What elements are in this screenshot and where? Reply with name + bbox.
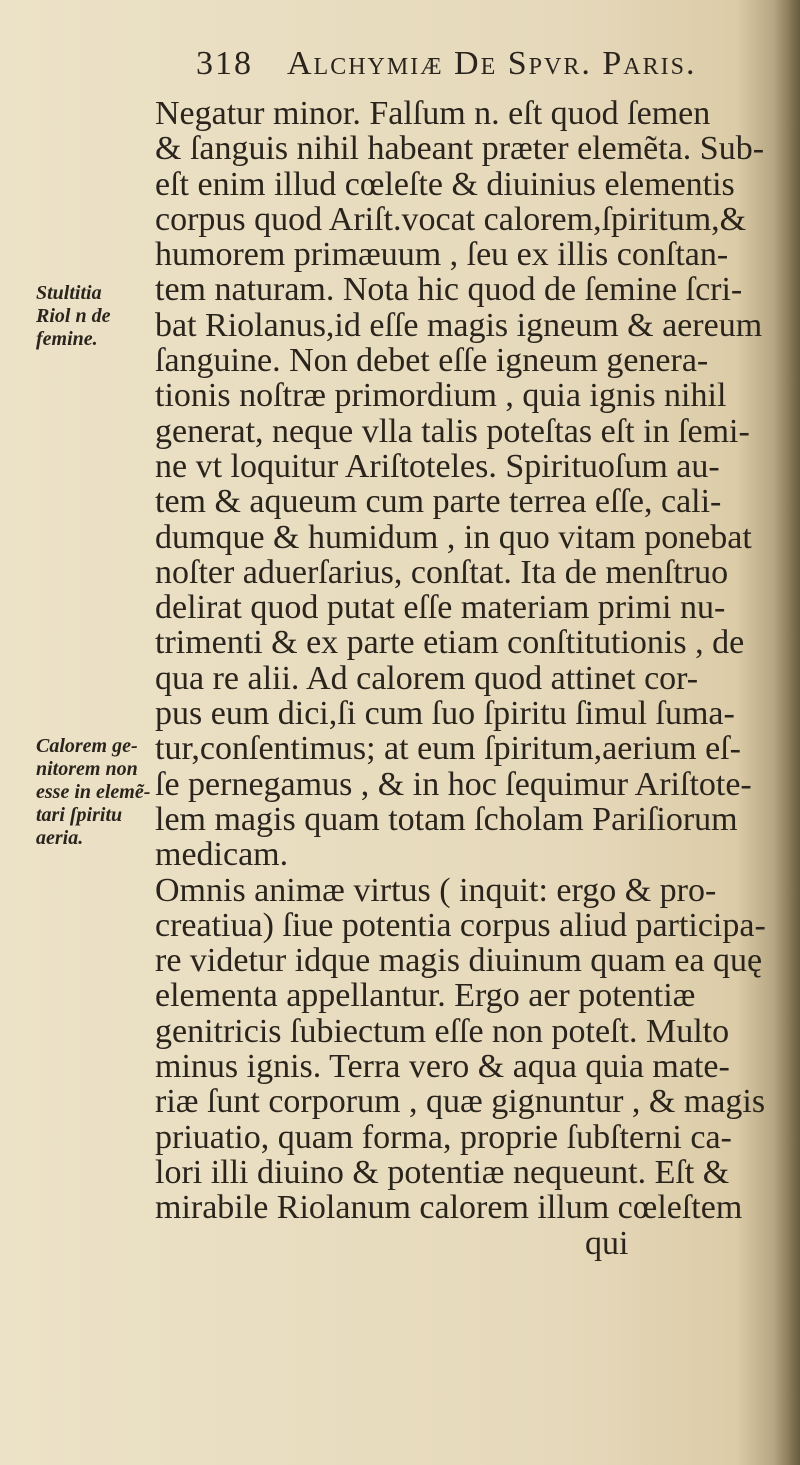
- text-line: medicam.: [155, 837, 289, 873]
- text-line: corpus quod Ariſt.vocat calorem,ſpiritum,&: [155, 201, 747, 238]
- margin-line: nitorem non: [36, 758, 138, 780]
- text-line: creatiua) ſiue potentia corpus aliud participa-: [155, 907, 766, 944]
- text-line: generat, neque vlla talis poteſtas eſt in ſemi-: [155, 413, 750, 449]
- text-line: Negatur minor. Falſum n. eſt quod ſemen: [155, 96, 711, 132]
- text-line: trimenti & ex parte etiam conſtitutionis , de: [155, 625, 745, 661]
- text-line: re videtur idque magis diuinum quam ea quę: [155, 943, 763, 979]
- text-line: tionis noſtræ primordium , quia ignis nihil: [155, 378, 727, 414]
- marginal-note-calorem: [36, 735, 150, 850]
- marginal-note-stultitia: [36, 282, 110, 351]
- text-line: genitricis ſubiectum eſſe non poteſt. Multo: [155, 1013, 730, 1050]
- text-line: lori illi diuino & potentiæ nequeunt. Eſt &: [155, 1154, 730, 1191]
- text-line: delirat quod putat eſſe materiam primi nu-: [155, 590, 726, 626]
- margin-line: Stultitia: [36, 282, 102, 304]
- text-line: Omnis animæ virtus ( inquit: ergo & pro-: [155, 872, 717, 908]
- text-line: tur,conſentimus; at eum ſpiritum,aerium eſ-: [155, 731, 741, 767]
- margin-line: tari ſpiritu: [36, 804, 123, 826]
- text-line: noſter aduerſarius, conſtat. Ita de menſtruo: [155, 554, 729, 591]
- text-line: humorem primæuum , ſeu ex illis conſtan-: [155, 237, 729, 273]
- text-line: elementa appellantur. Ergo aer potentiæ: [155, 978, 696, 1014]
- running-title: Alchymiæ De Spvr. Paris.: [287, 45, 697, 82]
- page-number: 318: [196, 45, 253, 82]
- text-line: mirabile Riolanum calorem illum cœleſtem: [155, 1190, 743, 1226]
- text-line: lem magis quam totam ſcholam Pariſiorum: [155, 801, 738, 838]
- text-line: ne vt loquitur Ariſtoteles. Spirituoſum au-: [155, 448, 720, 485]
- text-line: riæ ſunt corporum , quæ gignuntur , & magis: [155, 1084, 766, 1120]
- text-line: priuatio, quam forma, proprie ſubſterni ca-: [155, 1119, 732, 1155]
- text-line: qui: [585, 1225, 629, 1261]
- text-line: tem & aqueum cum parte terrea eſſe, cali-: [155, 484, 722, 520]
- margin-line: aeria.: [36, 827, 84, 849]
- text-line: ſanguine. Non debet eſſe igneum genera-: [155, 343, 709, 379]
- page-header: [196, 45, 696, 83]
- body-text: [155, 96, 795, 1261]
- text-line: dumque & humidum , in quo vitam ponebat: [155, 519, 752, 555]
- text-line: & ſanguis nihil habeant præter elemẽta. Sub-: [155, 131, 765, 167]
- margin-line: femine.: [36, 328, 98, 350]
- text-line: minus ignis. Terra vero & aqua quia mate-: [155, 1049, 730, 1085]
- text-line: pus eum dici,ſi cum ſuo ſpiritu ſimul ſuma-: [155, 696, 735, 732]
- margin-line: esse in elemẽ-: [36, 781, 151, 803]
- text-line: ſe pernegamus , & in hoc ſequimur Ariſtote-: [155, 766, 752, 802]
- margin-line: Calorem ge-: [36, 735, 138, 757]
- text-line: tem naturam. Nota hic quod de ſemine ſcri-: [155, 272, 743, 308]
- margin-line: Riol n de: [36, 305, 111, 327]
- text-line: bat Riolanus,id eſſe magis igneum & aereum: [155, 307, 763, 344]
- text-line: qua re alii. Ad calorem quod attinet cor-: [155, 660, 699, 697]
- text-line: eſt enim illud cœleſte & diuinius elementis: [155, 166, 735, 202]
